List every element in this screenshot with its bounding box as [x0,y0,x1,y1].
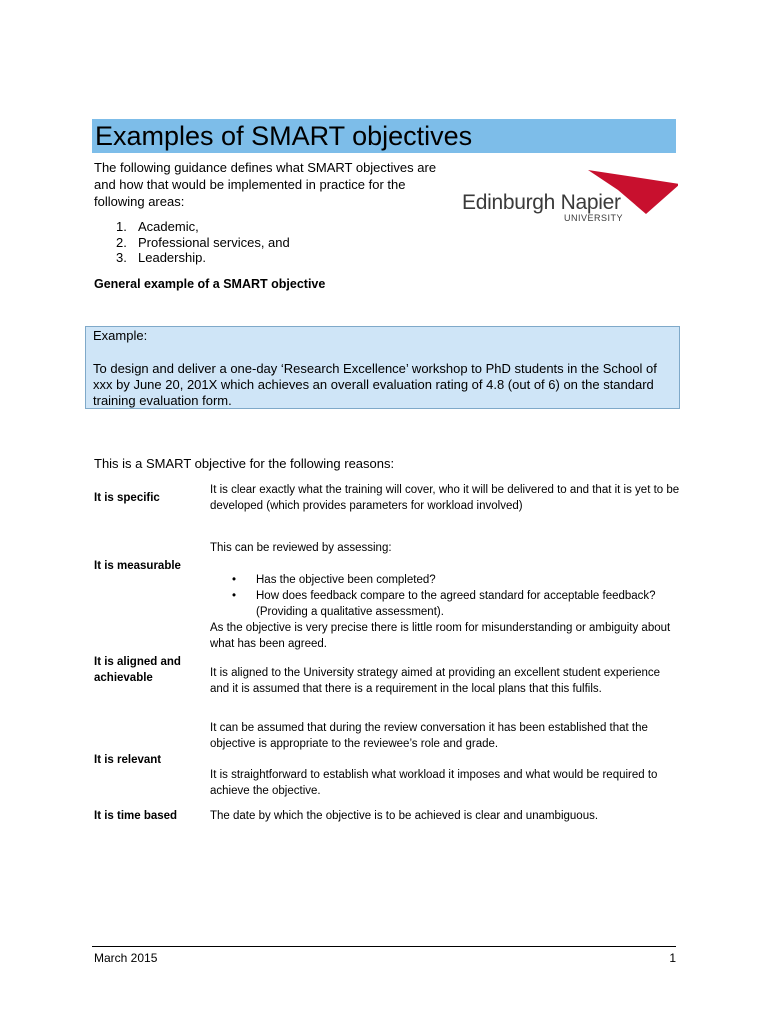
measurable-tail: As the objective is very precise there is little room for misunderstanding or ambiguity about what has been agreed. [210,622,671,650]
list-item [94,235,290,251]
logo-subtitle: UNIVERSITY [564,213,624,223]
criterion-label-achievable: It is aligned and achievable [94,656,181,684]
criterion-text-relevant-2: It is straightforward to establish what workload it imposes and what would be required to achieve the objective. [210,769,658,797]
logo-wordmark: Edinburgh Napier [462,191,621,214]
list-number: 2. [116,234,127,250]
criterion-text-achievable: It is aligned to the University strategy aimed at providing an excellent student experience and it is assumed that there is a requirement in the local plans that this fulfils. [210,667,661,695]
criterion-text-time: The date by which the objective is to be achieved is clear and unambiguous. [210,810,599,822]
measurable-lead: This can be reviewed by assessing: [210,542,392,554]
list-item-text: Academic, [138,219,199,234]
list-item [94,250,290,266]
list-number: 3. [116,250,127,265]
example-box [85,326,680,409]
footer-date: March 2015 [94,951,158,965]
criterion-text-measurable [210,540,680,652]
list-item-text: Leadership. [138,250,206,265]
reasons-intro: This is a SMART objective for the following reasons: [94,456,395,471]
example-text: To design and deliver a one-day ‘Research Excellence’ workshop to PhD students in the School of xxx by June 20, 201X which achieves an overall evaluation rating of 4.8 (out of 6) on the standard training evaluation form. [93,361,657,408]
section-heading: General example of a SMART objective [94,277,326,291]
page-number: 1 [669,951,676,965]
criterion-label-relevant: It is relevant [94,754,162,766]
criterion-label-time: It is time based [94,810,178,822]
list-item [94,219,290,235]
list-item: • Has the objective been completed? [210,572,680,588]
page-title: Examples of SMART objectives [95,121,473,151]
criterion-label-specific: It is specific [94,492,160,504]
list-number: 1. [116,219,127,234]
areas-list [94,219,290,266]
criterion-label-measurable: It is measurable [94,560,181,572]
measurable-bullets [210,572,680,620]
criterion-text-relevant-1: It can be assumed that during the review conversation it has been established that the objective is appropriate to the reviewee’s role and grade. [210,722,648,750]
list-item-text: Professional services, and [138,234,290,250]
university-logo [462,170,678,224]
criterion-text-specific: It is clear exactly what the training will cover, who it will be delivered to and that it is yet to be developed (which provides parameters for workload involved) [210,484,680,512]
intro-paragraph: The following guidance defines what SMART objectives are and how that would be implemented in practice for the following areas: [94,160,437,209]
list-item: • How does feedback compare to the agreed standard for acceptable feedback? (Providing a qualitative assessment). [210,588,680,620]
footer-divider [92,946,676,947]
example-label: Example: [93,328,148,343]
